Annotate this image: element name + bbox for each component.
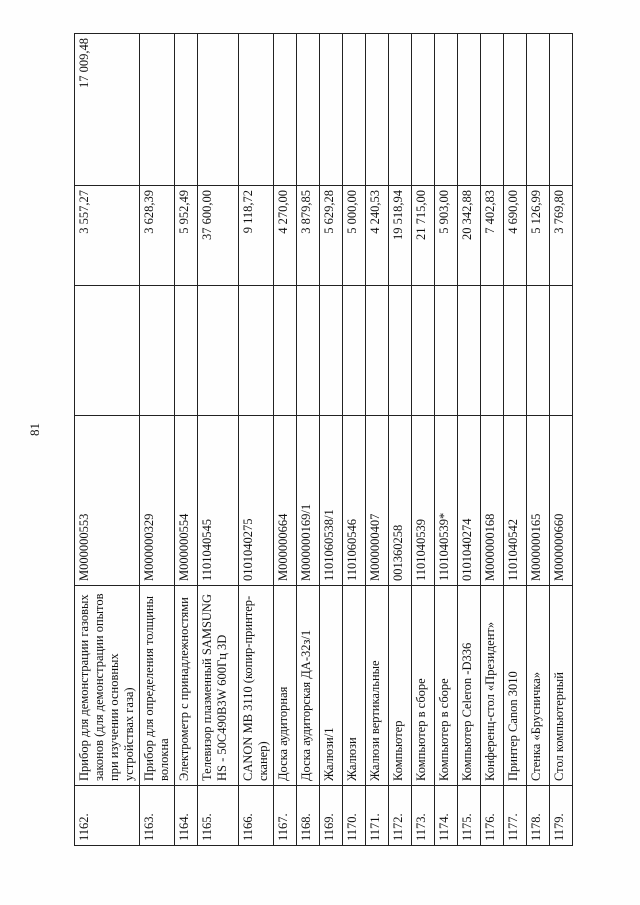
table-row	[274, 34, 297, 846]
table-row	[366, 34, 389, 846]
item-price: 9 118,72	[239, 186, 274, 286]
item-name: Жалюзи/1	[320, 586, 343, 786]
table-row	[343, 34, 366, 846]
group-total	[435, 34, 458, 186]
inventory-code: М000000165	[527, 416, 550, 586]
inventory-code: М000000168	[481, 416, 504, 586]
extra-cell	[239, 286, 274, 416]
group-total	[550, 34, 573, 186]
group-total	[297, 34, 320, 186]
item-price: 3 557,27	[75, 186, 140, 286]
item-name: Жалюзи вертикальные	[366, 586, 389, 786]
row-number: 1169.	[320, 786, 343, 846]
item-name: Жалюзи	[343, 586, 366, 786]
row-number: 1166.	[239, 786, 274, 846]
extra-cell	[343, 286, 366, 416]
row-number: 1173.	[412, 786, 435, 846]
group-total	[274, 34, 297, 186]
inventory-code: М000000664	[274, 416, 297, 586]
item-price: 37 600,00	[198, 186, 239, 286]
extra-cell	[297, 286, 320, 416]
item-name: Доска аудиторная	[274, 586, 297, 786]
table-row	[175, 34, 198, 846]
row-number: 1177.	[504, 786, 527, 846]
group-total	[366, 34, 389, 186]
row-number: 1179.	[550, 786, 573, 846]
group-total: 17 009,48	[75, 34, 140, 186]
item-price: 5 629,28	[320, 186, 343, 286]
item-name: Стол компьютерный	[550, 586, 573, 786]
table-row	[412, 34, 435, 846]
item-price: 21 715,00	[412, 186, 435, 286]
extra-cell	[389, 286, 412, 416]
inventory-code: 0101040274	[458, 416, 481, 586]
item-price: 4 270,00	[274, 186, 297, 286]
extra-cell	[435, 286, 458, 416]
table-row	[458, 34, 481, 846]
extra-cell	[504, 286, 527, 416]
row-number: 1168.	[297, 786, 320, 846]
item-name: Стенка «Брусничка»	[527, 586, 550, 786]
inventory-code: М000000553	[75, 416, 140, 586]
item-price: 3 628,39	[140, 186, 175, 286]
item-name: CANON MB 3110 (копир-принтер- сканер)	[239, 586, 274, 786]
table-row	[297, 34, 320, 846]
extra-cell	[458, 286, 481, 416]
group-total	[320, 34, 343, 186]
inventory-code: 1101040539*	[435, 416, 458, 586]
extra-cell	[140, 286, 175, 416]
group-total	[140, 34, 175, 186]
group-total	[527, 34, 550, 186]
inventory-code: 1101040542	[504, 416, 527, 586]
row-number: 1162.	[75, 786, 140, 846]
row-number: 1178.	[527, 786, 550, 846]
inventory-code: 0101040275	[239, 416, 274, 586]
item-price: 5 952,49	[175, 186, 198, 286]
item-name: Электрометр с принадлежностями	[175, 586, 198, 786]
row-number: 1170.	[343, 786, 366, 846]
row-number: 1167.	[274, 786, 297, 846]
table-row	[435, 34, 458, 846]
extra-cell	[320, 286, 343, 416]
table-row	[239, 34, 274, 846]
table-row	[198, 34, 239, 846]
item-name: Компьютер	[389, 586, 412, 786]
row-number: 1171.	[366, 786, 389, 846]
item-price: 5 000,00	[343, 186, 366, 286]
inventory-code: М000000407	[366, 416, 389, 586]
item-name: Прибор для демонстрации газовых законов (для демонстрации опытов при изучении основных устройствах газа)	[75, 586, 140, 786]
row-number: 1164.	[175, 786, 198, 846]
item-name: Компьютер в сборе	[412, 586, 435, 786]
inventory-code: 1101040539	[412, 416, 435, 586]
inventory-code: М000000660	[550, 416, 573, 586]
item-name: Прибор для определения толщины волокна	[140, 586, 175, 786]
item-price: 19 518,94	[389, 186, 412, 286]
item-price: 20 342,88	[458, 186, 481, 286]
inventory-code: М000000169/1	[297, 416, 320, 586]
inventory-code: 1101060538/1	[320, 416, 343, 586]
inventory-code: 1101040545	[198, 416, 239, 586]
inventory-table-body	[75, 34, 573, 846]
extra-cell	[75, 286, 140, 416]
group-total	[343, 34, 366, 186]
inventory-code: 1101060546	[343, 416, 366, 586]
row-number: 1175.	[458, 786, 481, 846]
item-price: 7 402,83	[481, 186, 504, 286]
extra-cell	[175, 286, 198, 416]
row-number: 1174.	[435, 786, 458, 846]
table-row	[481, 34, 504, 846]
item-price: 3 769,80	[550, 186, 573, 286]
item-name: Принтер Canon 3010	[504, 586, 527, 786]
inventory-table	[74, 33, 573, 846]
group-total	[481, 34, 504, 186]
extra-cell	[366, 286, 389, 416]
item-price: 4 690,00	[504, 186, 527, 286]
item-name: Телевизор плазменный SAMSUNG HS - 50C490B3W 600Гц 3D	[198, 586, 239, 786]
extra-cell	[550, 286, 573, 416]
group-total	[412, 34, 435, 186]
inventory-code: М000000554	[175, 416, 198, 586]
table-row	[75, 34, 140, 846]
table-row	[527, 34, 550, 846]
item-name: Компьютер в сборе	[435, 586, 458, 786]
item-name: Компьютер Celeron -D336	[458, 586, 481, 786]
extra-cell	[481, 286, 504, 416]
extra-cell	[198, 286, 239, 416]
item-price: 5 903,00	[435, 186, 458, 286]
extra-cell	[527, 286, 550, 416]
group-total	[175, 34, 198, 186]
inventory-code: 001360258	[389, 416, 412, 586]
row-number: 1176.	[481, 786, 504, 846]
extra-cell	[412, 286, 435, 416]
extra-cell	[274, 286, 297, 416]
table-row	[140, 34, 175, 846]
item-price: 5 126,99	[527, 186, 550, 286]
group-total	[239, 34, 274, 186]
table-row	[550, 34, 573, 846]
item-price: 3 879,85	[297, 186, 320, 286]
item-price: 4 240,53	[366, 186, 389, 286]
inventory-code: М000000329	[140, 416, 175, 586]
group-total	[198, 34, 239, 186]
row-number: 1163.	[140, 786, 175, 846]
group-total	[504, 34, 527, 186]
item-name: Конференц-стол «Президент»	[481, 586, 504, 786]
item-name: Доска аудиторская ДА-32з/1	[297, 586, 320, 786]
group-total	[458, 34, 481, 186]
table-row	[389, 34, 412, 846]
group-total	[389, 34, 412, 186]
page-number: 81	[27, 423, 42, 436]
row-number: 1172.	[389, 786, 412, 846]
table-rotation-wrapper	[74, 34, 608, 846]
table-row	[504, 34, 527, 846]
row-number: 1165.	[198, 786, 239, 846]
table-row	[320, 34, 343, 846]
